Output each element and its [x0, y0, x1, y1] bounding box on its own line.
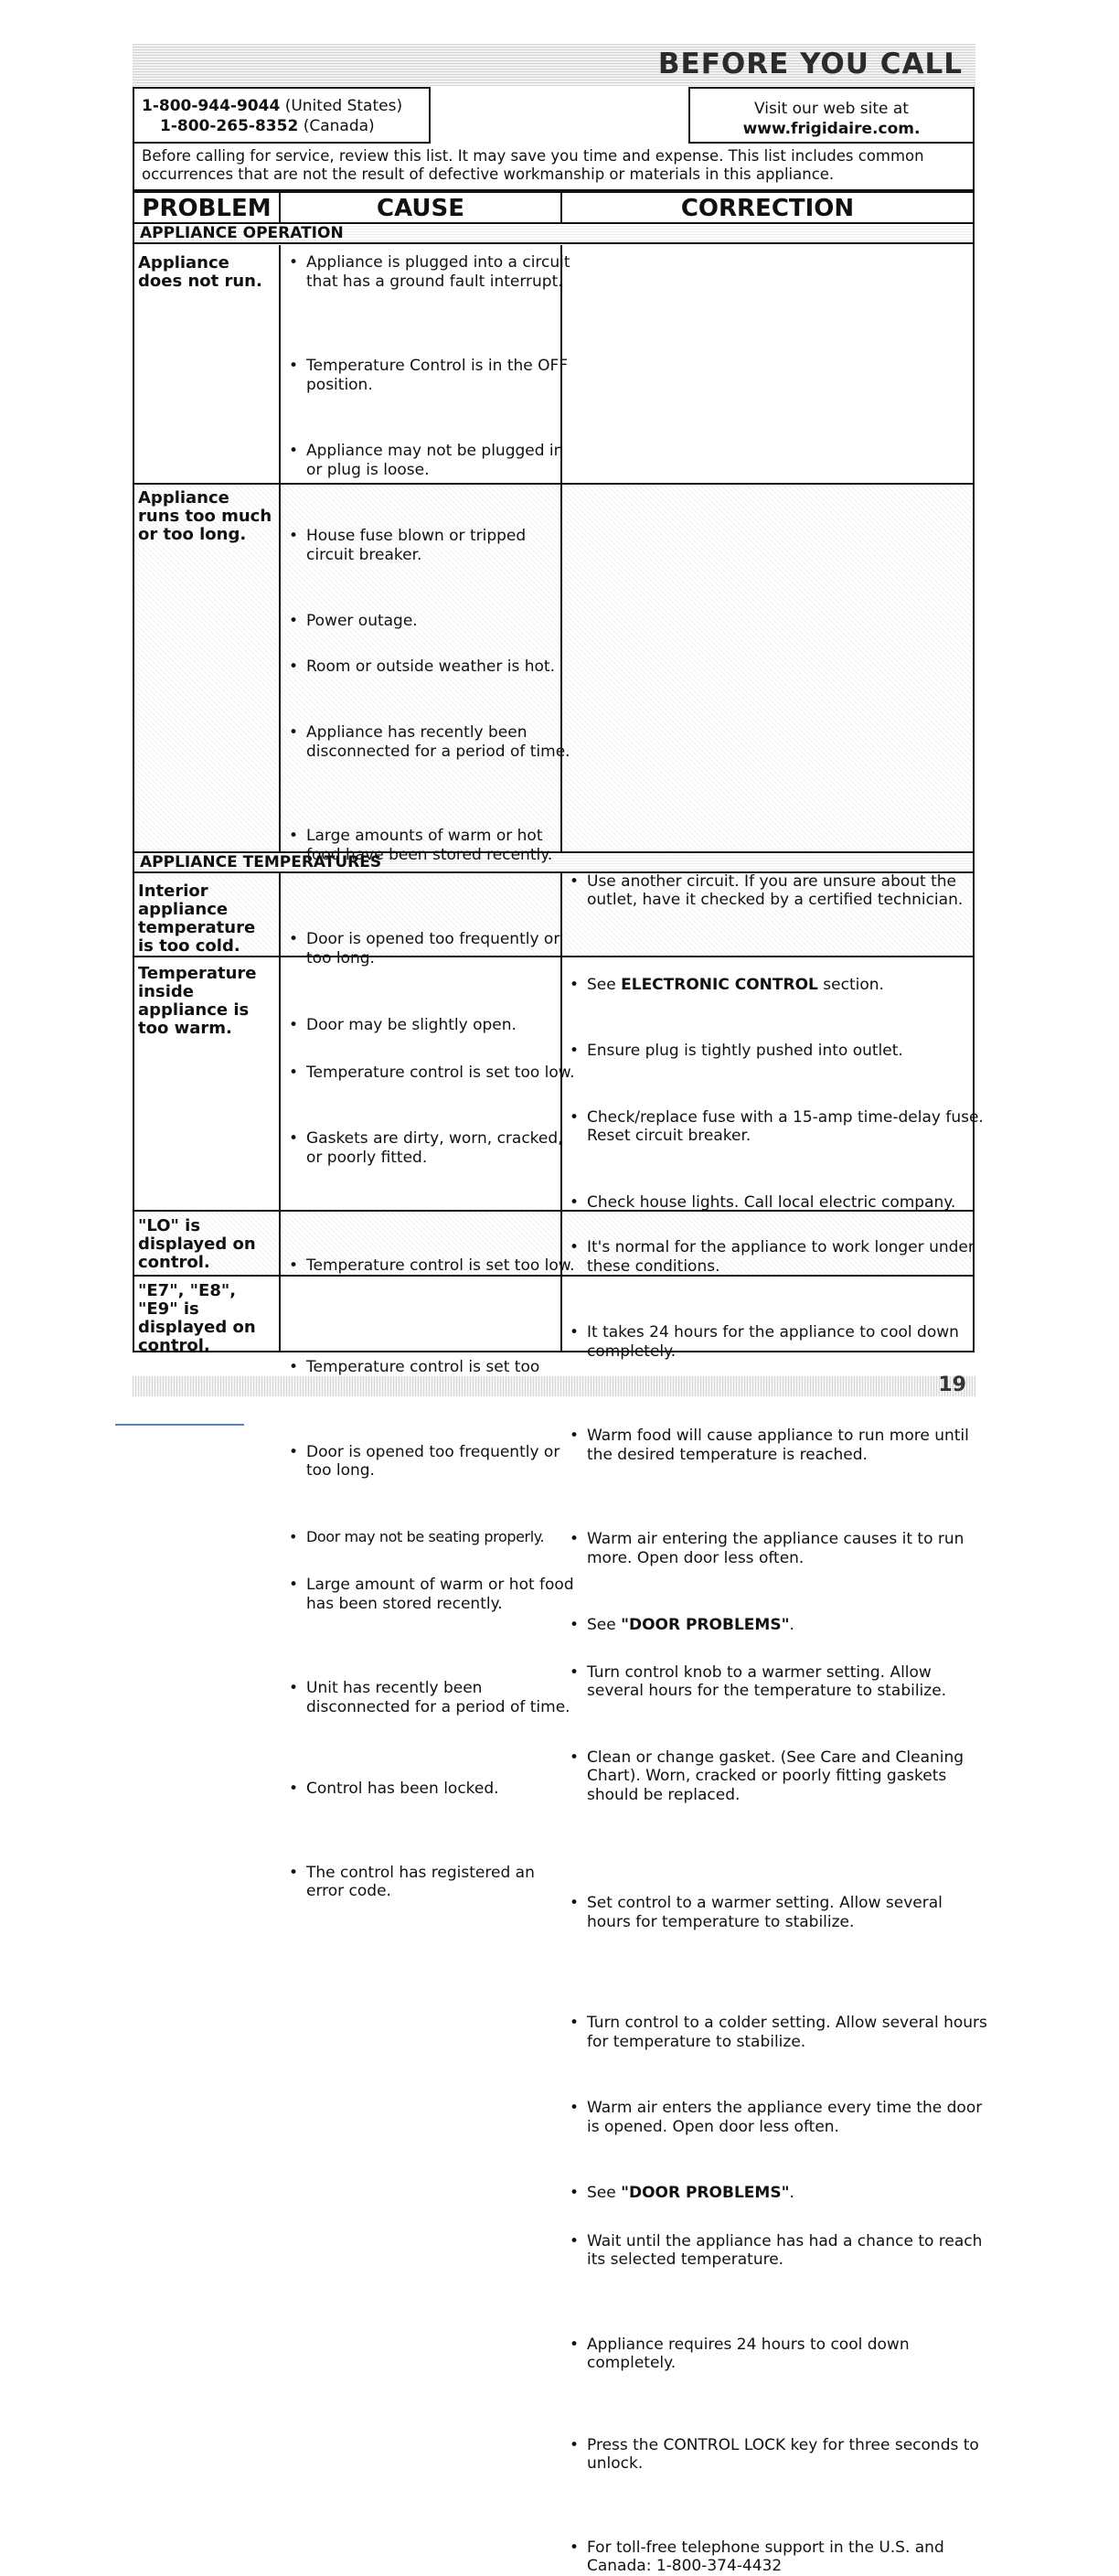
- problem-error-code: "E7", "E8", "E9" is displayed on control.: [138, 1281, 256, 1355]
- problem-too-cold: Interior appliance temperature is too cold.: [138, 882, 256, 956]
- cause-item: • Room or outside weather is hot.: [286, 657, 577, 677]
- cause-item: • Door is opened too frequently or too long.: [286, 930, 577, 967]
- correction-item: • Check house lights. Call local electric company.: [567, 1193, 989, 1213]
- correction-item: [567, 1616, 989, 1635]
- cause-item: • Door is opened too frequently or too long.: [286, 1443, 577, 1480]
- section-reference: ELECTRONIC CONTROL: [621, 975, 818, 994]
- phone-us: 1-800-944-9044: [142, 97, 281, 115]
- correction-text: .: [789, 1616, 794, 1634]
- correction-item: • Use another circuit. If you are unsure about the outlet, have it checked by a certified technician.: [567, 872, 989, 910]
- cause-item: • Gaskets are dirty, worn, cracked, or poorly fitted.: [286, 1129, 577, 1167]
- correction-item: • Set control to a warmer setting. Allow several hours for temperature to stabilize.: [567, 1894, 989, 1931]
- cause-item: • Door may be slightly open.: [286, 1016, 577, 1035]
- problem-lo-displayed: "LO" is displayed on control.: [138, 1216, 256, 1272]
- correction-text: .: [789, 2184, 794, 2202]
- web-box: [688, 87, 975, 144]
- column-header-cause: CAUSE: [279, 191, 562, 224]
- cause-item: • The control has registered an error code.: [286, 1864, 577, 1901]
- cause-item: • Appliance is plugged into a circuit that has a ground fault interrupt.: [286, 253, 577, 291]
- cause-item: • Large amount of warm or hot food has been stored recently.: [286, 1576, 577, 1613]
- cause-item: • Power outage.: [286, 612, 577, 631]
- cause-item: • Large amounts of warm or hot food have been stored recently.: [286, 827, 577, 864]
- correction-item: [567, 2184, 989, 2203]
- cause-item: • Appliance may not be plugged in or plug is loose.: [286, 442, 577, 479]
- section-reference: "DOOR PROBLEMS": [621, 2184, 790, 2202]
- cause-item: • House fuse blown or tripped circuit breaker.: [286, 527, 577, 564]
- correction-item: [567, 976, 989, 995]
- correction-item: • It's normal for the appliance to work longer under these conditions.: [567, 1238, 989, 1276]
- cause-item: • Door may not be seating properly.: [286, 1528, 577, 1547]
- correction-item: • Warm air entering the appliance causes it to run more. Open door less often.: [567, 1530, 989, 1567]
- cause-item: • Temperature Control is in the OFF position.: [286, 357, 577, 394]
- correction-text: See: [587, 2184, 622, 2202]
- problem-does-not-run: Appliance does not run.: [138, 253, 262, 291]
- correction-item: • Turn control knob to a warmer setting. Allow several hours for the temperature to stabilize.: [567, 1663, 989, 1701]
- correction-text: section.: [817, 975, 884, 994]
- correction-item: • Ensure plug is tightly pushed into outlet.: [567, 1042, 989, 1061]
- correction-item: • Turn control to a colder setting. Allow several hours for temperature to stabilize.: [567, 2014, 989, 2051]
- cause-item: • Temperature control is set too: [286, 1358, 577, 1395]
- correction-item: • Press the CONTROL LOCK key for three seconds to unlock.: [567, 2436, 989, 2474]
- divider: [133, 483, 975, 485]
- web-label: Visit our web site at: [754, 100, 909, 118]
- phone-us-label: (United States): [284, 97, 403, 115]
- phone-box: [133, 87, 431, 144]
- section-appliance-temperatures: APPLIANCE TEMPERATURES: [133, 851, 975, 873]
- intro-text: Before calling for service, review this list. It may save you time and expense. This list includes common occurrences that are not the result of defective workmanship or materials in this appliance.: [133, 144, 975, 191]
- correction-item: • Wait until the appliance has had a chance to reach its selected temperature.: [567, 2232, 989, 2270]
- column-header-problem: PROBLEM: [133, 191, 281, 224]
- section-reference: "DOOR PROBLEMS": [621, 1616, 790, 1634]
- cause-item: • Temperature control is set too low.: [286, 1064, 577, 1083]
- web-url[interactable]: www.frigidaire.com.: [742, 120, 921, 138]
- page-number: 19: [938, 1374, 966, 1396]
- cause-item: • Appliance has recently been disconnected for a period of time.: [286, 723, 577, 761]
- phone-canada: 1-800-265-8352: [160, 117, 299, 135]
- cause-item: • Unit has recently been disconnected for a period of time.: [286, 1679, 577, 1716]
- column-header-correction: CORRECTION: [560, 191, 975, 224]
- cause-item: • Control has been locked.: [286, 1780, 577, 1799]
- section-appliance-operation: APPLIANCE OPERATION: [133, 222, 975, 244]
- correction-text: See: [587, 975, 622, 994]
- footer-band: [133, 1376, 975, 1396]
- correction-item: • Check/replace fuse with a 15-amp time-delay fuse. Reset circuit breaker.: [567, 1108, 989, 1146]
- correction-item: • Clean or change gasket. (See Care and Cleaning Chart). Worn, cracked or poorly fitting gaskets should be replaced.: [567, 1748, 989, 1805]
- divider: [279, 873, 281, 1351]
- correction-item: • For toll-free telephone support in the U.S. and Canada: 1-800-374-4432: [567, 2539, 989, 2576]
- cause-item: • Temperature control is set too low.: [286, 1256, 577, 1276]
- phone-canada-label: (Canada): [303, 117, 375, 135]
- divider: [115, 1424, 244, 1426]
- correction-item: • Warm air enters the appliance every time the door is opened. Open door less often.: [567, 2099, 989, 2136]
- header-band: [133, 44, 975, 86]
- divider: [279, 245, 281, 851]
- correction-item: • Warm food will cause appliance to run more until the desired temperature is reached.: [567, 1427, 989, 1464]
- correction-item: • It takes 24 hours for the appliance to cool down completely.: [567, 1323, 989, 1361]
- page-title: BEFORE YOU CALL: [657, 48, 963, 80]
- problem-runs-too-much: Appliance runs too much or too long.: [138, 488, 272, 544]
- correction-item: • Appliance requires 24 hours to cool down completely.: [567, 2336, 989, 2373]
- correction-text: See: [587, 1616, 622, 1634]
- problem-too-warm: Temperature inside appliance is too warm.: [138, 964, 257, 1038]
